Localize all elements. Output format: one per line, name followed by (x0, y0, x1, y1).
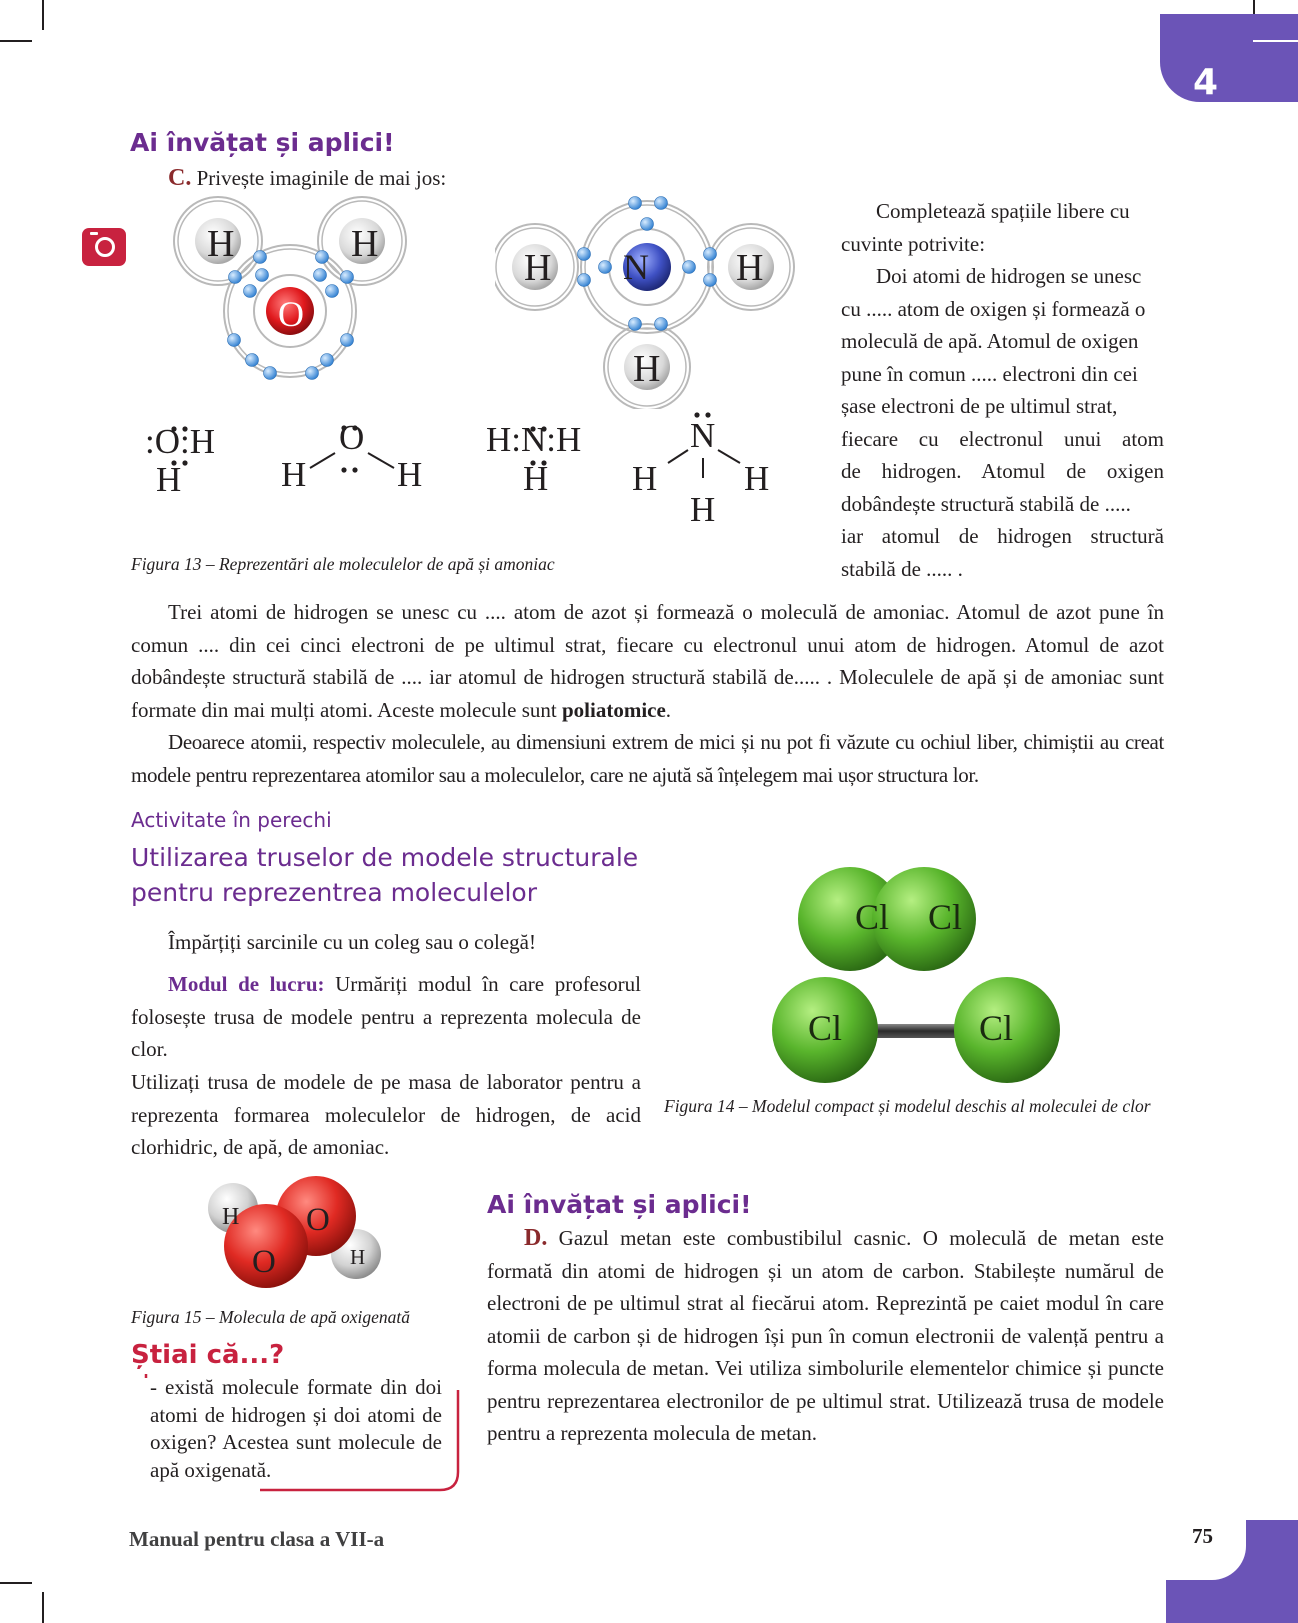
figure-15-caption: Figura 15 – Molecula de apă oxigenată (131, 1307, 410, 1327)
peroxide-o-label: O (252, 1244, 276, 1280)
section-c-letter: C. (168, 165, 192, 191)
camera-lens (95, 237, 115, 257)
side-text-line: moleculă de apă. Atomul de oxigen (841, 329, 1139, 353)
crop-mark (0, 1582, 32, 1584)
ammonia-lewis-bonds-h3: H (690, 490, 716, 529)
did-you-know-text: - există molecule formate din doi atomi de hidrogen și doi atomi de oxigen? Acestea sunt molecule de apă oxigenată. (150, 1375, 442, 1482)
water-lewis-bonds-h2: H (397, 455, 423, 494)
cl-open-label: Cl (979, 1008, 1014, 1048)
water-lewis-dots-row: :O:H (145, 422, 215, 461)
crop-mark (0, 40, 32, 42)
figure-13-caption: Figura 13 – Reprezentări ale moleculelor de apă și amoniac (131, 554, 555, 574)
section-d-heading: Ai învățat și aplici! (487, 1190, 752, 1219)
section-c-side-text (841, 195, 1164, 585)
cl-open-label: Cl (808, 1008, 843, 1048)
water-lewis-dots-h: H (156, 460, 182, 499)
section-d-text: Gazul metan este combustibilul casnic. O moleculă de metan este formată din atomi de hidrogen și un atom de carbon. Stabilește numărul de electroni de pe ultimul strat al fiecărui atom. Reprezintă pe caiet modul în care atomii de carbon și de hidrogen își pun în comun electronii de valență pentru a forma molecula de metan. Vei utiliza simbolurile elementelor chimice și puncte pentru reprezentarea electronilor de pe ultimul strat. Utilizează trusa de modele pentru a reprezenta molecula de metan. (487, 1226, 1164, 1445)
paragraph-models: Deoarece atomii, respectiv moleculele, au dimensiuni extrem de mici și nu pot fi văzute cu ochiul liber, chimiștii au creat modele pentru reprezentarea atomilor sau a moleculelor, care ne ajută să înțelegem mai ușor structura lor. (131, 730, 1164, 787)
activity-title-line2: pentru reprezentrea moleculelor (131, 878, 537, 907)
side-text-line: fiecare cu electronul unui atom (841, 426, 1164, 451)
footer-title: Manual pentru clasa a VII-a (129, 1527, 385, 1551)
ammonia-lewis-bonds-n: N (690, 416, 716, 455)
crop-mark (42, 0, 44, 30)
cl-compact-label: Cl (928, 897, 963, 937)
page-number: 75 (1192, 1524, 1213, 1548)
crop-mark (42, 1592, 44, 1623)
ammonia-n-label: N (623, 247, 649, 287)
water-h-label: H (351, 223, 379, 265)
side-text-line: cuvinte potrivite: (841, 231, 986, 256)
activity-intro: Împărțiți sarcinile cu un coleg sau o colegă! (168, 930, 536, 954)
peroxide-h-label: H (350, 1245, 366, 1269)
figure-14-chlorine-models (772, 864, 1062, 1086)
side-text-line: Completează spațiile libere cu (876, 199, 1130, 223)
side-text-line: cu ..... atom de oxigen și formează o (841, 296, 1146, 321)
side-text-line: stabilă de ..... . (841, 556, 963, 581)
section-c-instruction-line (168, 162, 446, 195)
activity-mode-block (131, 968, 641, 1066)
section-d-letter: D. (524, 1225, 548, 1251)
peroxide-o-label: O (306, 1202, 330, 1238)
water-o-label: O (278, 294, 304, 334)
paragraph-ammonia-text: Trei atomi de hidrogen se unesc cu .... atom de azot și formează o moleculă de amoniac. Atomul de azot pune în comun .... din cei cinci electroni de pe ultimul strat, fiecare cu electronul unui atom de hidrogen. Atomul de azot dobândește structură stabilă de .... iar atomul de hidrogen structură stabilă de..... . Moleculele de apă și de amoniac sunt formate din mai mulți atomi. Aceste molecule sunt (131, 600, 1164, 722)
camera-flash (90, 232, 98, 235)
ammonia-lewis-dots-row: H:N:H (486, 420, 582, 459)
figure-14-caption: Figura 14 – Modelul compact și modelul deschis al moleculei de clor (664, 1096, 1151, 1116)
paragraph-ammonia-bold: poliatomice (561, 697, 666, 722)
crop-mark (1253, 40, 1298, 42)
ammonia-lewis-bonds-h1: H (632, 459, 658, 498)
ammonia-lewis-dots-h: H (523, 459, 549, 498)
side-text-line: Doi atomi de hidrogen se unesc (876, 264, 1142, 288)
paragraph-ammonia (131, 596, 1164, 726)
side-text-line: șase electroni de pe ultimul strat, (841, 394, 1118, 418)
ammonia-h-label: H (736, 247, 764, 289)
ammonia-lewis-bonds-h2: H (744, 459, 770, 498)
activity-label: Activitate în perechi (131, 808, 332, 832)
water-lewis-bonds-h1: H (281, 455, 307, 494)
chapter-tab (1160, 14, 1298, 102)
chapter-number: 4 (1193, 62, 1219, 103)
activity-task: Utilizați trusa de modele de pe masa de laborator pentru a reprezenta formarea moleculelor de hidrogen, de acid clorhidric, de apă, de amoniac. (131, 1070, 641, 1159)
side-text-line: pune în comun ..... electroni din cei (841, 361, 1138, 386)
figure-15-peroxide-model (208, 1172, 388, 1290)
section-c-instruction: Privește imaginile de mai jos: (196, 166, 447, 190)
ammonia-h-label: H (524, 247, 552, 289)
activity-mode-text: Urmăriți modul în care profesorul folosește trusa de modele pentru a reprezenta molecula de clor. (131, 972, 642, 1061)
camera-icon (82, 228, 126, 266)
section-c-heading: Ai învățat și aplici! (130, 128, 395, 157)
section-d-text-block (487, 1222, 1164, 1450)
did-you-know-title: Știai că...? (131, 1340, 285, 1370)
peroxide-h-label: H (222, 1204, 240, 1230)
activity-title-line1: Utilizarea truselor de modele structurale (131, 843, 639, 872)
cl-compact-label: Cl (855, 897, 890, 937)
water-h-label: H (207, 223, 235, 265)
side-text-line: iar atomul de hidrogen structură (841, 524, 1164, 548)
side-text-line: de hidrogen. Atomul de oxigen (841, 459, 1164, 483)
ammonia-h-label: H (633, 348, 661, 390)
side-text-line: dobândește structură stabilă de ..... (841, 491, 1131, 516)
water-lewis-bonds-o: O (339, 418, 365, 457)
paragraph-ammonia-end: . (665, 697, 672, 722)
activity-mode-label: Modul de lucru: (168, 972, 325, 996)
